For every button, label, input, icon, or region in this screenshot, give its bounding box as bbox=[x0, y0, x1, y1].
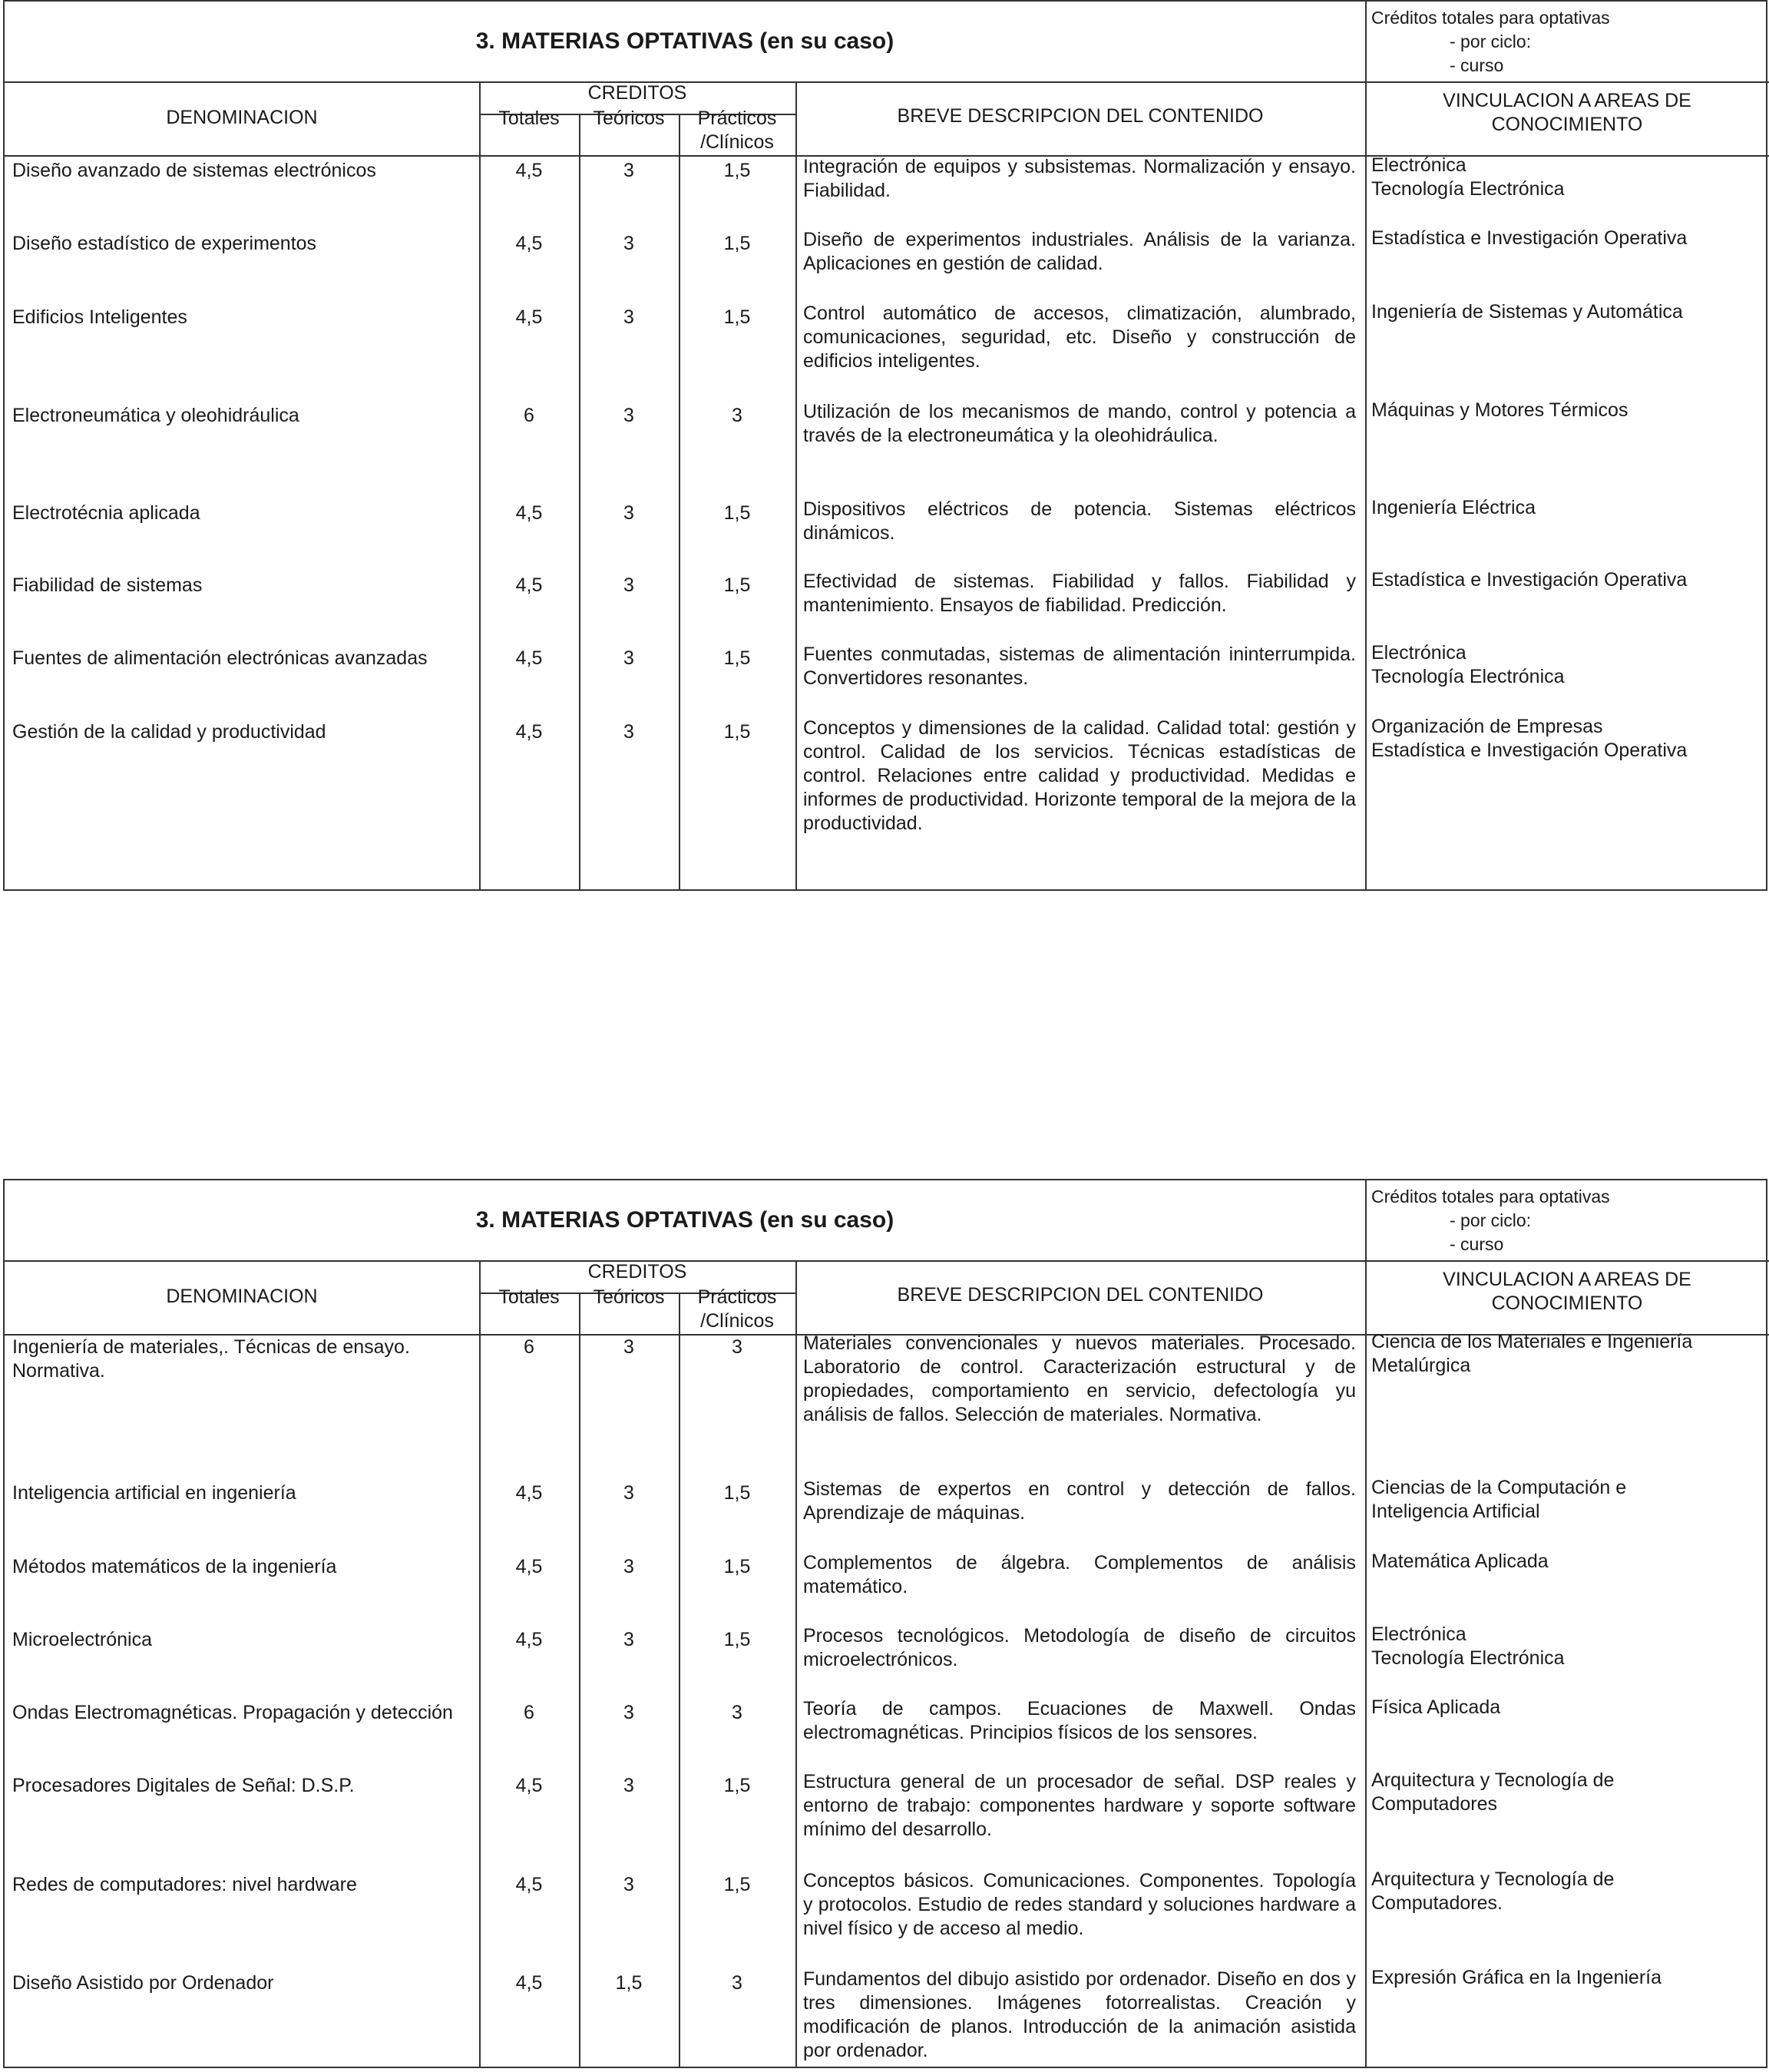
row-teoricos: 3 bbox=[623, 160, 634, 181]
row-descripcion: Diseño de experimentos industriales. Análisis de la varianza. Aplicaciones en gestión de calidad. bbox=[803, 229, 1356, 274]
row-teoricos: 3 bbox=[623, 574, 634, 596]
row-descripcion: Teoría de campos. Ecuaciones de Maxwell. Ondas electromagnéticas. Principios físicos de los sensores. bbox=[803, 1698, 1356, 1743]
column-divider bbox=[579, 1293, 580, 2067]
row-areas: Ciencia de los Materiales e Ingeniería Metalúrgica bbox=[1371, 1331, 1693, 1376]
row-practicos: 3 bbox=[732, 405, 742, 426]
row-descripcion: Materiales convencionales y nuevos materiales. Procesado. Laboratorio de control. Caracterización estructural y de propiedades, comportamiento en servicio, defectología yu análisis de fallos. Selección de materiales. Normativa. bbox=[803, 1332, 1356, 1425]
row-descripcion: Complementos de álgebra. Complementos de análisis matemático. bbox=[803, 1552, 1356, 1597]
row-areas: Arquitectura y Tecnología de Computadores bbox=[1371, 1769, 1615, 1815]
header-creditos: CREDITOS bbox=[587, 1261, 687, 1283]
row-areas: Ingeniería de Sistemas y Automática bbox=[1371, 301, 1683, 323]
credits-note-line: Créditos totales para optativas bbox=[1371, 8, 1610, 28]
header-creditos: CREDITOS bbox=[587, 82, 687, 104]
row-totales: 4,5 bbox=[515, 306, 543, 328]
row-descripcion: Procesos tecnológicos. Metodología de diseño de circuitos microelectrónicos. bbox=[803, 1625, 1356, 1670]
header-practicos: Prácticos /Clínicos bbox=[697, 1286, 777, 1332]
header-descripcion: BREVE DESCRIPCION DEL CONTENIDO bbox=[897, 1284, 1264, 1306]
row-descripcion: Estructura general de un procesador de señal. DSP reales y entorno de trabajo: componentes hardware y soporte software mínimo del desarrollo. bbox=[803, 1771, 1356, 1840]
row-descripcion: Conceptos básicos. Comunicaciones. Componentes. Topología y protocolos. Estudio de redes standard y soluciones hardware a nivel físico y de acceso al medio. bbox=[803, 1870, 1356, 1939]
row-totales: 4,5 bbox=[515, 1775, 543, 1796]
header-practicos: Prácticos /Clínicos bbox=[697, 108, 777, 153]
row-teoricos: 3 bbox=[623, 502, 634, 524]
header-vinculacion: VINCULACION A AREAS DE CONOCIMIENTO bbox=[1443, 1269, 1691, 1314]
title-divider bbox=[5, 1260, 1769, 1262]
row-areas: Electrónica Tecnología Electrónica bbox=[1371, 1624, 1565, 1669]
section-title: 3. MATERIAS OPTATIVAS (en su caso) bbox=[475, 28, 894, 54]
row-totales: 4,5 bbox=[515, 502, 543, 524]
row-totales: 4,5 bbox=[515, 160, 543, 181]
column-divider bbox=[479, 81, 481, 889]
row-practicos: 1,5 bbox=[723, 1556, 751, 1577]
row-totales: 6 bbox=[524, 1702, 534, 1723]
row-descripcion: Sistemas de expertos en control y detección de fallos. Aprendizaje de máquinas. bbox=[803, 1478, 1356, 1524]
credits-note-line: - por ciclo: bbox=[1450, 31, 1532, 51]
row-totales: 4,5 bbox=[515, 1972, 543, 1994]
column-divider bbox=[795, 1260, 797, 2067]
credits-note-line: Créditos totales para optativas bbox=[1371, 1187, 1610, 1206]
row-denominacion: Ingeniería de materiales,. Técnicas de ensayo. Normativa. bbox=[12, 1336, 410, 1382]
row-teoricos: 3 bbox=[623, 1775, 634, 1796]
header-teoricos: Teóricos bbox=[593, 1286, 665, 1308]
row-practicos: 1,5 bbox=[723, 233, 751, 254]
row-denominacion: Microelectrónica bbox=[12, 1629, 153, 1650]
optativas-table-2 bbox=[3, 1179, 1767, 2068]
row-denominacion: Diseño estadístico de experimentos bbox=[12, 233, 317, 254]
row-denominacion: Electrotécnia aplicada bbox=[12, 502, 200, 524]
row-areas: Electrónica Tecnología Electrónica bbox=[1371, 154, 1565, 200]
row-practicos: 1,5 bbox=[723, 160, 751, 181]
row-denominacion: Electroneumática y oleohidráulica bbox=[12, 405, 299, 426]
row-teoricos: 3 bbox=[623, 1556, 634, 1577]
row-denominacion: Gestión de la calidad y productividad bbox=[12, 721, 326, 743]
row-descripcion: Control automático de accesos, climatización, alumbrado, comunicaciones, seguridad, etc. Diseño y construcción de edificios inteligentes. bbox=[803, 303, 1356, 372]
row-descripcion: Fuentes conmutadas, sistemas de alimentación ininterrumpida. Convertidores resonantes. bbox=[803, 644, 1356, 689]
row-descripcion: Conceptos y dimensiones de la calidad. Calidad total: gestión y control. Calidad de los servicios. Técnicas estadísticas de control. Relaciones entre calidad y productividad. Medidas e informes de productividad. Horizonte temporal de la mejora de la productividad. bbox=[803, 717, 1356, 834]
row-denominacion: Fiabilidad de sistemas bbox=[12, 574, 203, 596]
row-practicos: 1,5 bbox=[723, 574, 751, 596]
header-denominacion: DENOMINACION bbox=[166, 107, 318, 128]
row-areas: Máquinas y Motores Térmicos bbox=[1371, 399, 1628, 421]
row-practicos: 1,5 bbox=[723, 721, 751, 743]
row-denominacion: Fuentes de alimentación electrónicas avanzadas bbox=[12, 647, 428, 669]
header-teoricos: Teóricos bbox=[593, 108, 665, 129]
row-totales: 6 bbox=[524, 405, 534, 426]
row-practicos: 1,5 bbox=[723, 1775, 751, 1796]
column-divider bbox=[679, 1293, 680, 2067]
row-areas: Expresión Gráfica en la Ingeniería bbox=[1371, 1967, 1662, 1988]
row-totales: 4,5 bbox=[515, 647, 543, 669]
header-descripcion: BREVE DESCRIPCION DEL CONTENIDO bbox=[897, 105, 1264, 127]
row-areas: Electrónica Tecnología Electrónica bbox=[1371, 642, 1565, 687]
row-teoricos: 1,5 bbox=[615, 1972, 643, 1994]
row-denominacion: Diseño avanzado de sistemas electrónicos bbox=[12, 160, 376, 181]
row-practicos: 1,5 bbox=[723, 1482, 751, 1504]
row-practicos: 1,5 bbox=[723, 502, 751, 524]
row-teoricos: 3 bbox=[623, 405, 634, 426]
optativas-table-1 bbox=[3, 0, 1767, 891]
row-practicos: 1,5 bbox=[723, 306, 751, 328]
row-descripcion: Dispositivos eléctricos de potencia. Sistemas eléctricos dinámicos. bbox=[803, 498, 1356, 544]
row-practicos: 3 bbox=[732, 1972, 742, 1994]
header-totales: Totales bbox=[498, 1286, 560, 1308]
row-descripcion: Integración de equipos y subsistemas. Normalización y ensayo. Fiabilidad. bbox=[803, 156, 1356, 201]
row-teoricos: 3 bbox=[623, 1482, 634, 1504]
row-teoricos: 3 bbox=[623, 233, 634, 254]
row-teoricos: 3 bbox=[623, 721, 634, 743]
row-teoricos: 3 bbox=[623, 1336, 634, 1358]
credits-note-line: - curso bbox=[1450, 1234, 1504, 1254]
row-areas: Ingeniería Eléctrica bbox=[1371, 497, 1536, 518]
row-totales: 4,5 bbox=[515, 721, 543, 743]
row-descripcion: Utilización de los mecanismos de mando, control y potencia a través de la electroneumática y la oleohidráulica. bbox=[803, 401, 1356, 446]
row-areas: Estadística e Investigación Operativa bbox=[1371, 227, 1688, 249]
row-areas: Ciencias de la Computación e Inteligencia Artificial bbox=[1371, 1477, 1627, 1522]
credits-note-line: - por ciclo: bbox=[1450, 1210, 1532, 1230]
row-practicos: 3 bbox=[732, 1336, 742, 1358]
title-divider bbox=[5, 81, 1769, 83]
row-denominacion: Procesadores Digitales de Señal: D.S.P. bbox=[12, 1775, 355, 1796]
row-totales: 6 bbox=[524, 1336, 534, 1358]
row-totales: 4,5 bbox=[515, 1556, 543, 1577]
row-denominacion: Inteligencia artificial en ingeniería bbox=[12, 1482, 296, 1504]
column-divider bbox=[479, 1260, 481, 2067]
row-areas: Estadística e Investigación Operativa bbox=[1371, 569, 1688, 591]
row-teoricos: 3 bbox=[623, 647, 634, 669]
row-teoricos: 3 bbox=[623, 1629, 634, 1650]
row-areas: Física Aplicada bbox=[1371, 1696, 1501, 1718]
row-descripcion: Fundamentos del dibujo asistido por ordenador. Diseño en dos y tres dimensiones. Imágenes fotorrealistas. Creación y modificación de planos. Introducción de la animación asistida por ordenador. bbox=[803, 1968, 1356, 2061]
section-title: 3. MATERIAS OPTATIVAS (en su caso) bbox=[475, 1207, 894, 1233]
row-denominacion: Diseño Asistido por Ordenador bbox=[12, 1972, 274, 1994]
row-practicos: 1,5 bbox=[723, 1874, 751, 1895]
row-practicos: 3 bbox=[732, 1702, 742, 1723]
row-denominacion: Redes de computadores: nivel hardware bbox=[12, 1874, 357, 1895]
row-teoricos: 3 bbox=[623, 1702, 634, 1723]
row-totales: 4,5 bbox=[515, 1482, 543, 1504]
row-practicos: 1,5 bbox=[723, 647, 751, 669]
column-divider bbox=[795, 81, 797, 889]
row-areas: Arquitectura y Tecnología de Computadores. bbox=[1371, 1868, 1615, 1914]
row-denominacion: Métodos matemáticos de la ingeniería bbox=[12, 1556, 337, 1577]
row-practicos: 1,5 bbox=[723, 1629, 751, 1650]
credits-note-line: - curso bbox=[1450, 55, 1504, 75]
row-totales: 4,5 bbox=[515, 574, 543, 596]
header-denominacion: DENOMINACION bbox=[166, 1286, 318, 1307]
row-denominacion: Edificios Inteligentes bbox=[12, 306, 187, 328]
row-areas: Organización de Empresas Estadística e Investigación Operativa bbox=[1371, 716, 1688, 761]
row-teoricos: 3 bbox=[623, 306, 634, 328]
row-totales: 4,5 bbox=[515, 233, 543, 254]
row-areas: Matemática Aplicada bbox=[1371, 1551, 1549, 1572]
row-denominacion: Ondas Electromagnéticas. Propagación y detección bbox=[12, 1702, 453, 1723]
row-totales: 4,5 bbox=[515, 1629, 543, 1650]
row-teoricos: 3 bbox=[623, 1874, 634, 1895]
header-vinculacion: VINCULACION A AREAS DE CONOCIMIENTO bbox=[1443, 90, 1691, 135]
row-totales: 4,5 bbox=[515, 1874, 543, 1895]
header-totales: Totales bbox=[498, 108, 560, 129]
row-descripcion: Efectividad de sistemas. Fiabilidad y fallos. Fiabilidad y mantenimiento. Ensayos de fiabilidad. Predicción. bbox=[803, 571, 1356, 616]
